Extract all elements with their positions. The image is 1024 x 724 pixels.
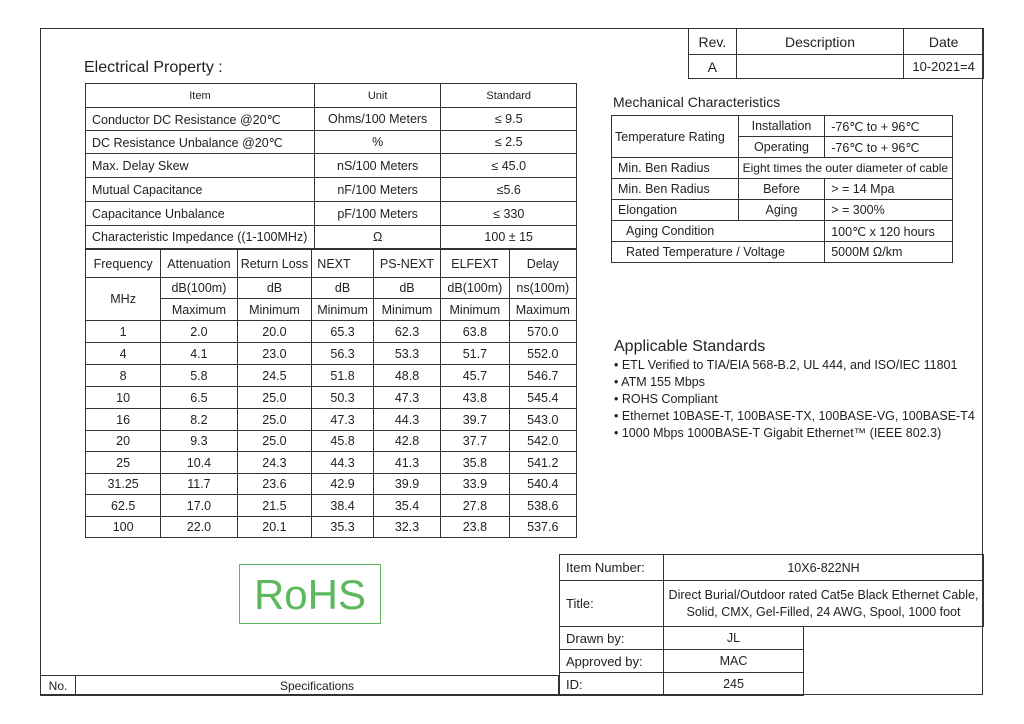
table-cell: 20	[86, 431, 161, 452]
table-row-unit: %	[314, 131, 441, 154]
rohs-logo: RoHS	[239, 564, 381, 624]
table-cell: 25.0	[237, 409, 312, 431]
table-cell: 100	[86, 517, 161, 538]
table-cell: 541.2	[509, 452, 576, 474]
min-bend-value: Eight times the outer diameter of cable	[738, 158, 952, 179]
table-row-item: DC Resistance Unbalance @20℃	[86, 131, 315, 154]
next-header: NEXT	[312, 250, 374, 278]
return-loss-header: Return Loss	[237, 250, 312, 278]
drawn-by-label: Drawn by:	[560, 627, 664, 650]
operating-value: -76℃ to + 96℃	[825, 137, 953, 158]
table-cell: 31.25	[86, 474, 161, 495]
unit-cell: ns(100m)	[509, 278, 576, 299]
table-cell: 35.4	[373, 495, 440, 517]
table-row-standard: ≤ 9.5	[441, 108, 577, 131]
table-row-item: Capacitance Unbalance	[86, 202, 315, 226]
table-cell: 45.7	[441, 365, 509, 387]
table-cell: 11.7	[161, 474, 237, 495]
standards-item: • 1000 Mbps 1000BASE-T Gigabit Ethernet™ (IEEE 802.3)	[614, 426, 942, 440]
unit-cell: dB	[237, 278, 312, 299]
title-line-2: Solid, CMX, Gel-Filled, 24 AWG, Spool, 1000 foot	[686, 604, 961, 619]
table-row-item: Conductor DC Resistance @20℃	[86, 108, 315, 131]
table-cell: 51.7	[441, 343, 509, 365]
mechanical-table	[611, 115, 953, 263]
table-cell: 41.3	[373, 452, 440, 474]
approved-by-label: Approved by:	[560, 650, 664, 673]
table-cell: 53.3	[373, 343, 440, 365]
table-cell: 10	[86, 387, 161, 409]
standards-title: Applicable Standards	[614, 338, 766, 355]
table-cell: 62.3	[373, 321, 440, 343]
table-cell: 4.1	[161, 343, 237, 365]
unit-cell: dB	[373, 278, 440, 299]
table-cell: 25.0	[237, 431, 312, 452]
unit-cell: dB(100m)	[161, 278, 237, 299]
aging-condition-label: Aging Condition	[612, 221, 825, 242]
specifications-label: Specifications	[76, 676, 559, 696]
table-cell: 538.6	[509, 495, 576, 517]
standards-item: • ROHS Compliant	[614, 392, 718, 406]
limit-cell: Maximum	[509, 299, 576, 321]
table-row-unit: pF/100 Meters	[314, 202, 441, 226]
footer-strip	[40, 675, 559, 696]
table-row	[86, 387, 577, 409]
table-row	[86, 452, 577, 474]
item-header: Item	[86, 84, 315, 108]
title-block	[559, 554, 984, 696]
table-cell: 39.9	[373, 474, 440, 495]
description-header: Description	[736, 29, 904, 55]
limit-cell: Minimum	[441, 299, 509, 321]
standards-item: • ATM 155 Mbps	[614, 375, 705, 389]
delay-header: Delay	[509, 250, 576, 278]
table-row-standard: ≤ 2.5	[441, 131, 577, 154]
table-cell: 44.3	[373, 409, 440, 431]
table-cell: 21.5	[237, 495, 312, 517]
elongation-label: Elongation	[612, 200, 739, 221]
table-cell: 24.3	[237, 452, 312, 474]
item-number-value: 10X6-822NH	[664, 555, 984, 581]
approved-by-value: MAC	[664, 650, 804, 673]
table-row-standard: ≤ 330	[441, 202, 577, 226]
table-row	[86, 409, 577, 431]
table-cell: 51.8	[312, 365, 374, 387]
installation-value: -76℃ to + 96℃	[825, 116, 953, 137]
table-cell: 47.3	[373, 387, 440, 409]
standards-item: • ETL Verified to TIA/EIA 568-B.2, UL 444, and ISO/IEC 11801	[614, 358, 958, 372]
rev-value: A	[689, 55, 737, 79]
table-cell: 37.7	[441, 431, 509, 452]
unit-header: Unit	[314, 84, 441, 108]
min-bend2-label: Min. Ben Radius	[612, 179, 739, 200]
table-cell: 8	[86, 365, 161, 387]
table-cell: 45.8	[312, 431, 374, 452]
revision-table	[688, 28, 984, 79]
mechanical-title: Mechanical Characteristics	[613, 94, 781, 110]
table-cell: 546.7	[509, 365, 576, 387]
unit-cell: dB(100m)	[441, 278, 509, 299]
table-cell: 543.0	[509, 409, 576, 431]
drawn-by-value: JL	[664, 627, 804, 650]
table-cell: 10.4	[161, 452, 237, 474]
table-row	[86, 365, 577, 387]
table-cell: 38.4	[312, 495, 374, 517]
table-cell: 24.5	[237, 365, 312, 387]
title-block-blank	[804, 627, 984, 696]
table-cell: 63.8	[441, 321, 509, 343]
table-cell: 27.8	[441, 495, 509, 517]
table-cell: 20.1	[237, 517, 312, 538]
temperature-rating-label: Temperature Rating	[612, 116, 739, 158]
no-label: No.	[41, 676, 76, 696]
attenuation-header: Attenuation	[161, 250, 237, 278]
aging-value: > = 300%	[825, 200, 953, 221]
table-row	[86, 517, 577, 538]
table-cell: 32.3	[373, 517, 440, 538]
table-cell: 22.0	[161, 517, 237, 538]
table-row	[86, 474, 577, 495]
table-cell: 540.4	[509, 474, 576, 495]
table-row-standard: 100 ± 15	[441, 226, 577, 249]
table-cell: 33.9	[441, 474, 509, 495]
standards-list	[614, 357, 975, 442]
table-row-item: Max. Delay Skew	[86, 154, 315, 178]
title-label: Title:	[560, 581, 664, 627]
table-cell: 2.0	[161, 321, 237, 343]
table-cell: 537.6	[509, 517, 576, 538]
electrical-title: Electrical Property :	[84, 59, 223, 76]
table-cell: 44.3	[312, 452, 374, 474]
table-cell: 65.3	[312, 321, 374, 343]
title-line-1: Direct Burial/Outdoor rated Cat5e Black Ethernet Cable,	[668, 587, 979, 602]
limit-cell: Minimum	[312, 299, 374, 321]
table-row	[86, 495, 577, 517]
min-bend-label: Min. Ben Radius	[612, 158, 739, 179]
table-cell: 23.8	[441, 517, 509, 538]
title-value	[664, 581, 984, 627]
table-cell: 42.8	[373, 431, 440, 452]
table-cell: 542.0	[509, 431, 576, 452]
table-cell: 62.5	[86, 495, 161, 517]
table-row-unit: nF/100 Meters	[314, 178, 441, 202]
operating-label: Operating	[738, 137, 825, 158]
table-cell: 25	[86, 452, 161, 474]
ps-next-header: PS-NEXT	[373, 250, 440, 278]
date-value: 10-2021=4	[904, 55, 984, 79]
frequency-rows	[86, 321, 577, 538]
table-cell: 5.8	[161, 365, 237, 387]
table-cell: 6.5	[161, 387, 237, 409]
table-cell: 20.0	[237, 321, 312, 343]
table-cell: 47.3	[312, 409, 374, 431]
table-row	[86, 431, 577, 452]
rev-header: Rev.	[689, 29, 737, 55]
table-cell: 42.9	[312, 474, 374, 495]
description-value	[736, 55, 904, 79]
before-value: > = 14 Mpa	[825, 179, 953, 200]
item-number-label: Item Number:	[560, 555, 664, 581]
table-cell: 39.7	[441, 409, 509, 431]
limit-cell: Maximum	[161, 299, 237, 321]
frequency-header: Frequency	[86, 250, 161, 278]
table-cell: 48.8	[373, 365, 440, 387]
table-cell: 25.0	[237, 387, 312, 409]
limit-cell: Minimum	[237, 299, 312, 321]
table-row-item: Characteristic Impedance ((1-100MHz)	[86, 226, 315, 249]
id-value: 245	[664, 673, 804, 696]
table-cell: 1	[86, 321, 161, 343]
table-row-item: Mutual Capacitance	[86, 178, 315, 202]
table-row-standard: ≤5.6	[441, 178, 577, 202]
table-row-unit: Ohms/100 Meters	[314, 108, 441, 131]
table-cell: 545.4	[509, 387, 576, 409]
elfext-header: ELFEXT	[441, 250, 509, 278]
table-cell: 56.3	[312, 343, 374, 365]
aging-condition-value: 100℃ x 120 hours	[825, 221, 953, 242]
rated-temperature-value: 5000M Ω/km	[825, 242, 953, 263]
date-header: Date	[904, 29, 984, 55]
table-cell: 4	[86, 343, 161, 365]
table-cell: 35.8	[441, 452, 509, 474]
table-cell: 16	[86, 409, 161, 431]
table-cell: 35.3	[312, 517, 374, 538]
table-row-unit: nS/100 Meters	[314, 154, 441, 178]
mhz-label: MHz	[86, 278, 161, 321]
table-cell: 50.3	[312, 387, 374, 409]
table-cell: 23.0	[237, 343, 312, 365]
table-row	[86, 343, 577, 365]
unit-cell: dB	[312, 278, 374, 299]
frequency-table	[85, 249, 577, 538]
table-cell: 570.0	[509, 321, 576, 343]
table-cell: 8.2	[161, 409, 237, 431]
limit-cell: Minimum	[373, 299, 440, 321]
table-cell: 17.0	[161, 495, 237, 517]
rated-temperature-label: Rated Temperature / Voltage	[612, 242, 825, 263]
table-row-standard: ≤ 45.0	[441, 154, 577, 178]
table-row	[86, 321, 577, 343]
id-label: ID:	[560, 673, 664, 696]
standards-item: • Ethernet 10BASE-T, 100BASE-TX, 100BASE-VG, 100BASE-T4	[614, 409, 975, 423]
installation-label: Installation	[738, 116, 825, 137]
aging-label: Aging	[738, 200, 825, 221]
standard-header: Standard	[441, 84, 577, 108]
table-cell: 552.0	[509, 343, 576, 365]
electrical-table	[85, 83, 577, 249]
table-cell: 23.6	[237, 474, 312, 495]
before-label: Before	[738, 179, 825, 200]
table-cell: 43.8	[441, 387, 509, 409]
table-cell: 9.3	[161, 431, 237, 452]
table-row-unit: Ω	[314, 226, 441, 249]
